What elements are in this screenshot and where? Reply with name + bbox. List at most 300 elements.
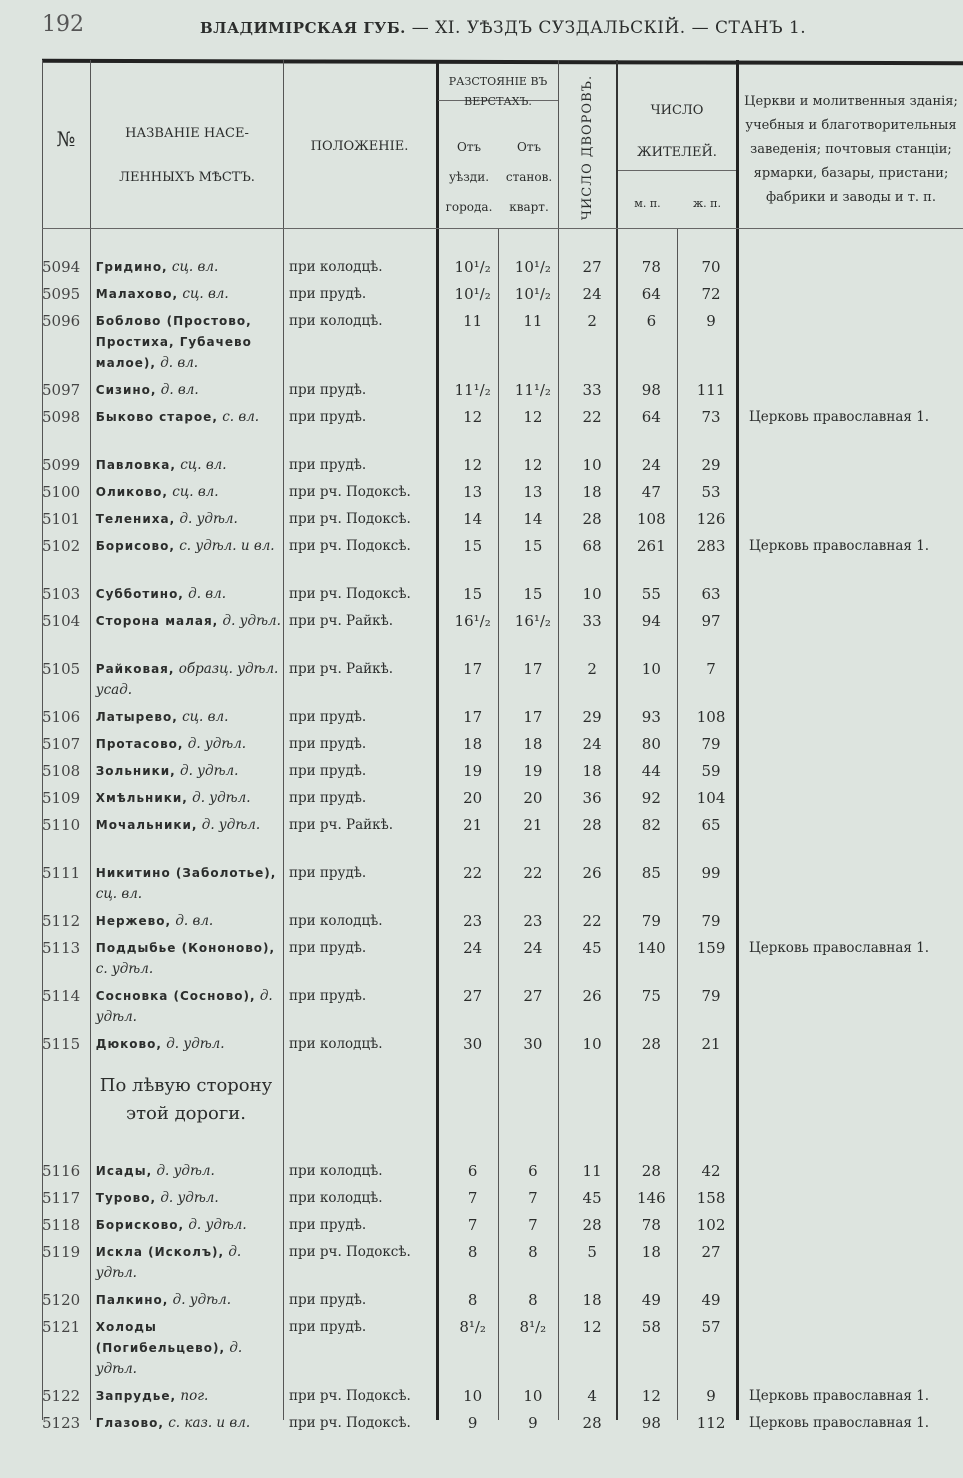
distance-town: 7 (467, 1189, 478, 1207)
settlement-name-cell (90, 1161, 283, 1182)
settlement-name: Субботино, (95, 587, 184, 601)
settlement-name: Борисково, (95, 1218, 185, 1232)
row-number: 5100 (42, 483, 81, 501)
table-row (42, 983, 963, 1031)
institutions-note: Церковь православная 1. (748, 1388, 930, 1404)
distance-town: 12 (463, 408, 483, 426)
running-head (200, 18, 806, 38)
settlement-type: д. вл. (160, 382, 199, 398)
households-count: 29 (582, 708, 602, 726)
households-count: 2 (587, 312, 597, 330)
table-row (42, 656, 963, 704)
table-row (42, 1314, 963, 1383)
settlement-name-cell (90, 257, 283, 278)
settlement-type: д. удѣл. (187, 736, 247, 752)
page-number: 192 (42, 12, 84, 37)
header-dist-camp: Отъ станов. кварт. (505, 140, 553, 214)
row-number: 5098 (42, 408, 81, 426)
distance-camp: 11¹/₂ (514, 381, 551, 399)
settlement-type: д. удѣл. (192, 790, 251, 806)
distance-town: 24 (463, 939, 483, 957)
settlement-name-cell (90, 1413, 283, 1455)
distance-camp: 13 (523, 483, 543, 501)
distance-town: 22 (463, 864, 483, 882)
settlement-name: Хмѣльники, (95, 791, 188, 805)
settlement-name: Боблово (Простово, Простиха, Губачево малое), (95, 314, 252, 370)
households-count: 45 (582, 939, 602, 957)
table-row (42, 935, 963, 983)
distance-camp: 30 (523, 1035, 543, 1053)
settlement-type: сц. вл. (172, 484, 219, 500)
settlement-name: Оликово, (95, 485, 168, 499)
settlement-position: при рч. Райкѣ. (288, 613, 394, 629)
settlement-type: д. удѣл. (95, 1340, 243, 1377)
male-count: 44 (641, 762, 661, 780)
settlement-name-cell (90, 734, 283, 755)
settlement-position: при прудѣ. (288, 763, 367, 779)
distance-town: 27 (463, 987, 483, 1005)
distance-camp: 19 (523, 762, 543, 780)
female-count: 73 (701, 408, 721, 426)
row-number: 5104 (42, 612, 81, 630)
institutions-note (741, 761, 963, 782)
households-count: 28 (582, 1414, 602, 1432)
female-count: 9 (706, 1387, 716, 1405)
settlement-name: Палкино, (95, 1293, 169, 1307)
header-male: м. п. (634, 197, 661, 210)
male-count: 140 (637, 939, 666, 957)
table-row (42, 581, 963, 608)
distance-camp: 10 (523, 1387, 543, 1405)
female-count: 159 (696, 939, 726, 957)
settlement-name-cell (90, 761, 283, 782)
distance-camp: 10¹/₂ (514, 258, 551, 276)
settlement-type: д. вл. (188, 586, 227, 602)
female-count: 63 (701, 585, 721, 603)
settlement-position: при прудѣ. (288, 865, 367, 881)
settlement-position: при колодцѣ. (288, 1190, 383, 1206)
distance-town: 20 (463, 789, 483, 807)
settlement-name: Гридино, (95, 260, 168, 274)
female-count: 111 (696, 381, 726, 399)
settlement-name: Мочальники, (95, 818, 198, 832)
running-head-province: ВЛАДИМІРСКАЯ ГУБ. (200, 19, 406, 37)
header-inhabitants: ЧИСЛО ЖИТЕЛЕЙ. (637, 103, 717, 160)
female-count: 27 (701, 1243, 721, 1261)
section-heading (42, 1058, 963, 1158)
header-position: ПОЛОЖЕНІЕ. (310, 139, 409, 154)
female-count: 112 (696, 1414, 726, 1432)
institutions-note (741, 1317, 963, 1380)
institutions-note (741, 584, 963, 605)
settlement-name: Латырево, (95, 710, 178, 724)
running-head-district: — XI. УѢЗДЪ СУЗДАЛЬСКІЙ. (411, 18, 686, 38)
distance-town: 10¹/₂ (454, 258, 491, 276)
row-number: 5123 (42, 1414, 81, 1432)
households-count: 2 (587, 660, 597, 678)
distance-camp: 21 (523, 816, 543, 834)
distance-camp: 20 (523, 789, 543, 807)
settlement-name-cell (90, 284, 283, 305)
table-row (42, 452, 963, 479)
institutions-note (741, 1161, 963, 1182)
table-row (42, 860, 963, 908)
households-count: 18 (582, 483, 602, 501)
table-row (42, 758, 963, 785)
households-count: 10 (582, 1035, 602, 1053)
male-count: 98 (641, 1414, 661, 1432)
settlement-name-cell (90, 1290, 283, 1311)
row-number: 5112 (42, 912, 81, 930)
settlement-type: сц. вл. (95, 886, 143, 902)
institutions-note (741, 311, 963, 374)
male-count: 85 (641, 864, 661, 882)
settlement-position: при прудѣ. (288, 457, 367, 473)
institutions-note (741, 455, 963, 476)
settlement-position: при рч. Подоксѣ. (288, 511, 411, 527)
distance-camp: 23 (523, 912, 543, 930)
institutions-note (741, 911, 963, 932)
institutions-note (741, 815, 963, 857)
distance-camp: 24 (523, 939, 543, 957)
male-count: 98 (641, 381, 661, 399)
row-number: 5121 (42, 1318, 81, 1336)
male-count: 47 (641, 483, 661, 501)
settlement-name-cell (90, 815, 283, 857)
settlement-position: при прудѣ. (288, 736, 367, 752)
settlement-type: д. удѣл. (222, 613, 281, 629)
row-number: 5114 (42, 987, 81, 1005)
row-number: 5110 (42, 816, 81, 834)
settlement-name: Поддыбье (Кононово), (95, 941, 276, 955)
table-row (42, 308, 963, 377)
female-count: 126 (696, 510, 726, 528)
settlement-type: д. вл. (175, 913, 214, 929)
settlement-name: Павловка, (95, 458, 176, 472)
settlement-name: Нержево, (95, 914, 172, 928)
settlement-position: при колодцѣ. (288, 313, 383, 329)
settlement-name-cell (90, 407, 283, 449)
distance-camp: 6 (528, 1162, 538, 1180)
settlement-name-cell (90, 1386, 283, 1407)
settlement-position: при колодцѣ. (288, 913, 383, 929)
row-number: 5122 (42, 1387, 81, 1405)
households-count: 33 (582, 381, 602, 399)
female-count: 29 (701, 456, 721, 474)
table-row (42, 1287, 963, 1314)
settlement-name-cell (90, 482, 283, 503)
male-count: 49 (641, 1291, 661, 1309)
institutions-note (741, 257, 963, 278)
row-number: 5094 (42, 258, 81, 276)
row-number: 5103 (42, 585, 81, 603)
settlement-type: пог. (180, 1388, 209, 1404)
settlement-type: сц. вл. (182, 286, 229, 302)
male-count: 12 (641, 1387, 661, 1405)
table-row (42, 1031, 963, 1058)
row-number: 5118 (42, 1216, 81, 1234)
female-count: 7 (706, 660, 716, 678)
households-count: 28 (582, 510, 602, 528)
households-count: 5 (587, 1243, 597, 1261)
table-row (42, 1383, 963, 1410)
settlement-position: при рч. Подоксѣ. (288, 484, 411, 500)
settlement-name: Борисово, (95, 539, 175, 553)
table-row (42, 608, 963, 656)
settlement-position: при рч. Подоксѣ. (288, 586, 411, 602)
table-row (42, 1212, 963, 1239)
settlement-position: при рч. Подоксѣ. (288, 538, 411, 554)
distance-camp: 17 (523, 660, 543, 678)
households-count: 26 (582, 864, 602, 882)
settlement-position: при прудѣ. (288, 382, 367, 398)
table-row (42, 506, 963, 533)
male-count: 82 (641, 816, 661, 834)
female-count: 53 (701, 483, 721, 501)
distance-camp: 15 (523, 585, 543, 603)
female-count: 104 (696, 789, 726, 807)
distance-town: 14 (463, 510, 483, 528)
settlement-name-cell (90, 659, 283, 701)
settlement-type: д. удѣл. (95, 1244, 242, 1281)
female-count: 42 (701, 1162, 721, 1180)
male-count: 58 (641, 1318, 661, 1336)
settlement-position: при прудѣ. (288, 709, 367, 725)
distance-town: 11¹/₂ (454, 381, 491, 399)
male-count: 146 (637, 1189, 666, 1207)
male-count: 93 (641, 708, 661, 726)
distance-camp: 15 (523, 537, 543, 555)
male-count: 94 (641, 612, 661, 630)
female-count: 65 (701, 816, 721, 834)
settlement-name: Малахово, (95, 287, 179, 301)
distance-camp: 9 (528, 1414, 538, 1432)
female-count: 79 (701, 912, 721, 930)
header-institutions: Церкви и молитвенныя зданія; учебныя и благотворительныя заведенія; почтовыя станціи; ярмарки, базары, пристани; фабрики и заводы и т. п. (744, 94, 958, 205)
settlement-type: д. удѣл. (179, 511, 238, 527)
row-number: 5099 (42, 456, 81, 474)
settlement-name-cell (90, 938, 283, 980)
male-count: 64 (641, 408, 661, 426)
settlement-position: при колодцѣ. (288, 1036, 383, 1052)
settlement-type: д. удѣл. (188, 1217, 247, 1233)
settlement-position: при колодцѣ. (288, 1163, 383, 1179)
households-count: 22 (582, 912, 602, 930)
settlement-name-cell (90, 788, 283, 809)
distance-camp: 16¹/₂ (514, 612, 551, 630)
settlement-position: при прудѣ. (288, 1292, 367, 1308)
settlement-name-cell (90, 584, 283, 605)
distance-camp: 7 (528, 1216, 538, 1234)
female-count: 72 (701, 285, 721, 303)
male-count: 64 (641, 285, 661, 303)
households-count: 4 (587, 1387, 597, 1405)
row-number: 5101 (42, 510, 81, 528)
row-number: 5105 (42, 660, 81, 678)
settlement-position: при прудѣ. (288, 940, 367, 956)
households-count: 36 (582, 789, 602, 807)
table-row (42, 281, 963, 308)
settlement-name-cell (90, 911, 283, 932)
table-row (42, 812, 963, 860)
distance-town: 8 (467, 1291, 478, 1309)
households-count: 26 (582, 987, 602, 1005)
settlement-type: образц. удѣл. усад. (95, 661, 279, 698)
settlement-type: с. удѣл. (95, 961, 154, 977)
table-top-rule (42, 59, 963, 65)
settlement-name: Глазово, (95, 1416, 164, 1430)
row-number: 5108 (42, 762, 81, 780)
distance-town: 6 (467, 1162, 478, 1180)
distance-town: 12 (463, 456, 483, 474)
female-count: 70 (701, 258, 721, 276)
institutions-note: Церковь православная 1. (748, 940, 930, 956)
institutions-note: Церковь православная 1. (748, 1415, 930, 1431)
distance-town: 16¹/₂ (454, 612, 491, 630)
settlement-name-cell (90, 1242, 283, 1284)
male-count: 6 (646, 312, 657, 330)
distance-camp: 10¹/₂ (514, 285, 551, 303)
distance-town: 19 (463, 762, 483, 780)
institutions-note (741, 707, 963, 728)
institutions-note (741, 611, 963, 653)
institutions-note: Церковь православная 1. (748, 538, 930, 554)
table-row (42, 731, 963, 758)
settlement-position: при прудѣ. (288, 988, 367, 1004)
female-count: 9 (706, 312, 716, 330)
institutions-note (741, 1242, 963, 1284)
distance-camp: 11 (523, 312, 543, 330)
distance-town: 23 (463, 912, 483, 930)
distance-camp: 8 (528, 1291, 538, 1309)
households-count: 10 (582, 585, 602, 603)
distance-town: 17 (463, 660, 483, 678)
settlement-position: при рч. Подоксѣ. (288, 1244, 411, 1260)
distance-camp: 8¹/₂ (519, 1318, 547, 1336)
distance-camp: 14 (523, 510, 543, 528)
header-distance: РАЗСТОЯНІЕ ВЪ ВЕРСТАХЪ. (448, 75, 548, 108)
settlement-name-cell (90, 1317, 283, 1380)
female-count: 108 (696, 708, 726, 726)
settlement-type: сц. вл. (182, 709, 229, 725)
table-row (42, 479, 963, 506)
female-count: 57 (701, 1318, 721, 1336)
institutions-note (741, 509, 963, 530)
institutions-note (741, 659, 963, 701)
female-count: 283 (696, 537, 726, 555)
table-row (42, 533, 963, 581)
settlement-name: Зольники, (95, 764, 176, 778)
male-count: 28 (641, 1162, 661, 1180)
table-row (42, 404, 963, 452)
settlement-name: Сосновка (Сосново), (95, 989, 256, 1003)
settlement-name: Телениха, (95, 512, 176, 526)
institutions-note (741, 482, 963, 503)
row-number: 5096 (42, 312, 81, 330)
institutions-note (741, 863, 963, 905)
settlement-type: д. вл. (160, 355, 199, 371)
distance-town: 10 (463, 1387, 483, 1405)
header-female: ж. п. (693, 197, 721, 210)
settlement-name: Турово, (95, 1191, 157, 1205)
table-row (42, 704, 963, 731)
distance-camp: 12 (523, 456, 543, 474)
settlement-name-cell (90, 380, 283, 401)
settlement-name-cell (90, 986, 283, 1028)
households-count: 33 (582, 612, 602, 630)
row-number: 5115 (42, 1035, 81, 1053)
institutions-note (741, 1290, 963, 1311)
header-households (560, 70, 616, 225)
distance-town: 11 (463, 312, 483, 330)
settlement-name-cell (90, 707, 283, 728)
distance-town: 9 (467, 1414, 478, 1432)
table-row (42, 1239, 963, 1287)
male-count: 55 (641, 585, 661, 603)
settlement-name: Дюково, (95, 1037, 162, 1051)
row-number: 5107 (42, 735, 81, 753)
households-count: 68 (582, 537, 602, 555)
distance-town: 8 (467, 1243, 478, 1261)
distance-town: 13 (463, 483, 483, 501)
households-count: 28 (582, 1216, 602, 1234)
female-count: 49 (701, 1291, 721, 1309)
institutions-note (741, 284, 963, 305)
row-number: 5119 (42, 1243, 81, 1261)
male-count: 92 (641, 789, 661, 807)
settlement-name-cell (90, 1215, 283, 1236)
settlement-type: д. удѣл. (95, 988, 273, 1025)
settlement-name-cell (90, 311, 283, 374)
row-number: 5097 (42, 381, 81, 399)
female-count: 158 (696, 1189, 726, 1207)
settlement-type: д. удѣл. (172, 1292, 231, 1308)
institutions-note: Церковь православная 1. (748, 409, 930, 425)
row-number: 5120 (42, 1291, 81, 1309)
distance-camp: 12 (523, 408, 543, 426)
settlement-name: Сторона малая, (95, 614, 219, 628)
distance-camp: 18 (523, 735, 543, 753)
households-count: 12 (582, 1318, 602, 1336)
settlement-name-cell (90, 455, 283, 476)
settlement-name: Быково старое, (95, 410, 218, 424)
header-name: НАЗВАНІЕ НАСЕ-ЛЕННЫХЪ МѢСТЪ. (119, 126, 255, 185)
distance-town: 30 (463, 1035, 483, 1053)
header-rule (42, 228, 963, 229)
female-count: 59 (701, 762, 721, 780)
female-count: 99 (701, 864, 721, 882)
settlement-name: Сизино, (95, 383, 157, 397)
institutions-note (741, 986, 963, 1028)
male-count: 18 (641, 1243, 661, 1261)
table-row (42, 908, 963, 935)
row-number: 5106 (42, 708, 81, 726)
settlement-name: Никитино (Заболотье), (95, 866, 277, 880)
settlement-type: д. удѣл. (156, 1163, 215, 1179)
institutions-note (741, 788, 963, 809)
row-number: 5117 (42, 1189, 81, 1207)
male-count: 261 (637, 537, 666, 555)
settlement-name: Искла (Исколъ), (95, 1245, 225, 1259)
row-number: 5113 (42, 939, 81, 957)
table-row (42, 254, 963, 281)
distance-camp: 27 (523, 987, 543, 1005)
distance-town: 8¹/₂ (459, 1318, 486, 1336)
table-body (42, 254, 963, 1458)
header-dist-town: Отъ уѣзди. города. (445, 140, 493, 214)
row-number: 5116 (42, 1162, 81, 1180)
settlement-type: сц. вл. (171, 259, 219, 275)
